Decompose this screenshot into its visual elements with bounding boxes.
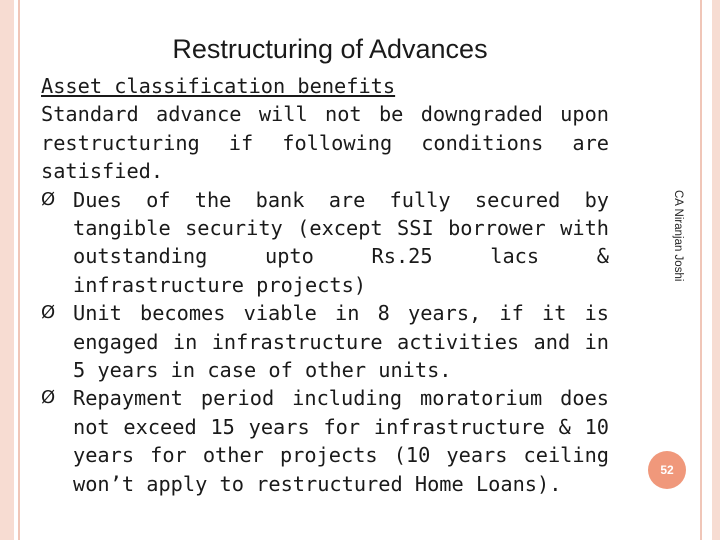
list-item <box>41 299 609 384</box>
list-item-text: Dues of the bank are fully secured by tangible security (except SSI borrower with outstanding upto Rs.25 lacs & infrastructure projects) <box>73 187 609 297</box>
arrow-bullet-icon: Ø <box>41 302 56 324</box>
right-rule <box>700 0 702 540</box>
arrow-bullet-icon: Ø <box>41 188 56 210</box>
left-border <box>0 0 14 540</box>
slide-title: Restructuring of Advances <box>172 34 488 64</box>
condition-list <box>41 186 609 498</box>
intro-text: Standard advance will not be downgraded upon restructuring if following conditions are satisfied. <box>41 102 609 184</box>
left-rule <box>18 0 20 540</box>
list-item-text: Unit becomes viable in 8 years, if it is engaged in infrastructure activities and in 5 years in case of other units. <box>73 301 609 383</box>
list-item-text: Repayment period including moratorium does not exceed 15 years for infrastructure & 10 years for other projects (10 years ceiling won’t apply to restructured Home Loans). <box>73 386 609 496</box>
list-item <box>41 186 609 300</box>
page-number-badge: 52 <box>648 451 686 489</box>
slide-body <box>41 72 609 498</box>
section-heading: Asset classification benefits <box>41 74 396 98</box>
author-credit: CA Niranjan Joshi <box>672 190 684 282</box>
arrow-bullet-icon: Ø <box>41 387 56 409</box>
list-item <box>41 384 609 498</box>
right-border <box>712 0 720 540</box>
